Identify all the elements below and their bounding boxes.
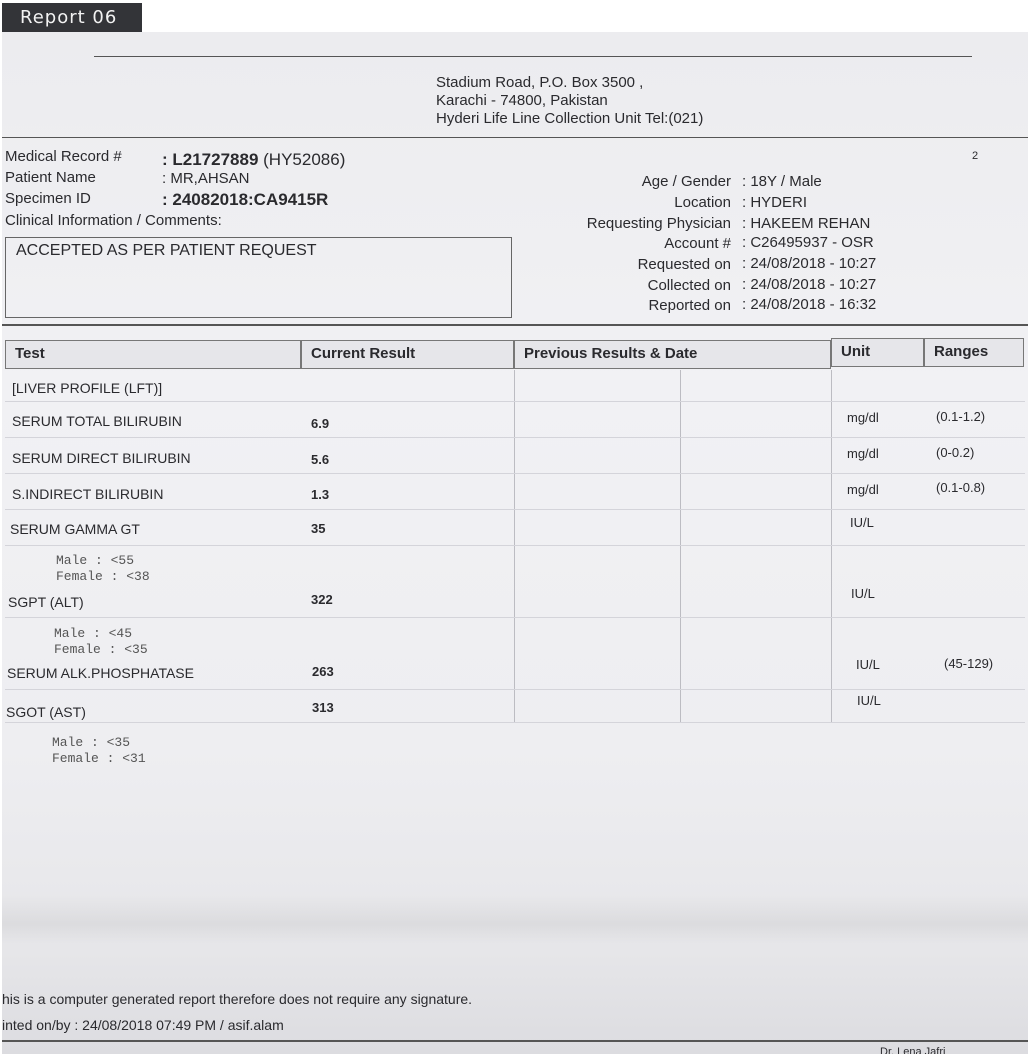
test-name: SGPT (ALT): [8, 594, 84, 610]
test-unit: IU/L: [856, 657, 880, 672]
address-line-2: Karachi - 74800, Pakistan: [436, 92, 608, 109]
footer-disclaimer: his is a computer generated report therefore does not require any signature.: [2, 991, 473, 1007]
test-unit: mg/dl: [847, 446, 879, 461]
medical-record-secondary: (HY52086): [263, 150, 346, 169]
physician-label: Requesting Physician: [586, 215, 731, 232]
collected-on-value: : 24/08/2018 - 10:27: [742, 276, 877, 293]
test-unit: IU/L: [850, 515, 874, 530]
test-unit: mg/dl: [847, 482, 879, 497]
specimen-id-label: Specimen ID: [5, 190, 91, 207]
grid-row-line: [5, 545, 1025, 546]
test-result: 35: [311, 521, 326, 536]
clinical-comments-box: [5, 237, 512, 318]
footer-printed-by: inted on/by : 24/08/2018 07:49 PM / asif.alam: [2, 1017, 284, 1033]
col-header-previous-results: Previous Results & Date: [514, 340, 831, 369]
physician-value: : HAKEEM REHAN: [742, 215, 871, 232]
age-gender-value: : 18Y / Male: [742, 173, 822, 190]
requested-on-label: Requested on: [637, 256, 731, 273]
test-name: SERUM ALK.PHOSPHATASE: [7, 665, 194, 681]
test-result: 263: [312, 664, 334, 679]
test-unit: mg/dl: [847, 410, 879, 425]
test-range: (45-129): [944, 656, 994, 671]
account-value: : C26495937 - OSR: [742, 234, 874, 251]
grid-row-line: [5, 509, 1025, 510]
grid-row-line: [5, 722, 1025, 723]
test-result: 6.9: [311, 416, 330, 431]
col-header-unit: Unit: [831, 338, 924, 367]
test-result: 313: [312, 700, 334, 715]
reference-note-line: Male : <55: [56, 553, 135, 568]
col-header-current-result: Current Result: [301, 340, 514, 369]
grid-row-line: [5, 437, 1025, 438]
reported-on-label: Reported on: [648, 297, 731, 314]
page-number: 2: [972, 150, 979, 162]
test-range: (0.1-0.8): [936, 480, 986, 495]
grid-col-divider: [831, 370, 832, 722]
test-result: 322: [311, 592, 333, 607]
account-label: Account #: [664, 235, 731, 252]
test-range: (0-0.2): [936, 445, 975, 460]
test-range: (0.1-1.2): [936, 409, 986, 424]
reference-note-line: Female : <31: [52, 751, 146, 766]
specimen-id-value: : 24082018:CA9415R: [162, 190, 329, 209]
footer-rule: [2, 1040, 1028, 1042]
reference-note-line: Female : <38: [56, 569, 150, 584]
col-header-ranges: Ranges: [924, 338, 1024, 367]
table-top-rule: [2, 324, 1028, 326]
age-gender-label: Age / Gender: [641, 173, 731, 190]
test-unit: IU/L: [851, 586, 875, 601]
location-value: : HYDERI: [742, 194, 808, 211]
reference-note-line: Male : <35: [52, 735, 131, 750]
test-name: SERUM DIRECT BILIRUBIN: [12, 450, 191, 466]
test-result: 5.6: [311, 452, 330, 467]
reported-on-value: : 24/08/2018 - 16:32: [742, 296, 877, 313]
requested-on-value: : 24/08/2018 - 10:27: [742, 255, 877, 272]
medical-record-number: : L21727889: [162, 150, 259, 169]
grid-col-divider: [680, 370, 681, 722]
clinical-comments-text: ACCEPTED AS PER PATIENT REQUEST: [16, 242, 317, 259]
grid-col-divider: [514, 370, 515, 722]
signatory-name: Dr. Lena Jafri: [880, 1046, 946, 1054]
col-header-test: Test: [5, 340, 301, 369]
test-name: SERUM GAMMA GT: [10, 521, 140, 537]
test-result: 1.3: [311, 487, 330, 502]
test-name: S.INDIRECT BILIRUBIN: [12, 486, 164, 502]
reference-note-line: Male : <45: [54, 626, 133, 641]
patient-name-value: : MR,AHSAN: [162, 170, 250, 187]
paper-fold-shadow: [2, 894, 1028, 944]
clinical-info-label: Clinical Information / Comments:: [5, 212, 222, 229]
grid-row-line: [5, 401, 1025, 402]
reference-note-line: Female : <35: [54, 642, 148, 657]
medical-record-label: Medical Record #: [5, 148, 122, 165]
test-name: SERUM TOTAL BILIRUBIN: [12, 413, 182, 429]
location-label: Location: [674, 194, 731, 211]
address-line-3: Hyderi Life Line Collection Unit Tel:(021): [436, 110, 704, 127]
address-line-1: Stadium Road, P.O. Box 3500 ,: [436, 74, 644, 91]
grid-row-line: [5, 473, 1025, 474]
grid-row-line: [5, 617, 1025, 618]
report-tag: Report 06: [2, 3, 142, 32]
grid-row-line: [5, 689, 1025, 690]
test-name: SGOT (AST): [6, 704, 86, 720]
test-unit: IU/L: [857, 693, 881, 708]
header-top-rule: [94, 56, 972, 57]
patient-name-label: Patient Name: [5, 169, 96, 186]
header-bottom-rule: [2, 137, 1028, 138]
section-title: [LIVER PROFILE (LFT)]: [12, 380, 163, 396]
lab-report-page: [2, 32, 1028, 1054]
collected-on-label: Collected on: [647, 277, 731, 294]
medical-record-value: [162, 150, 345, 170]
